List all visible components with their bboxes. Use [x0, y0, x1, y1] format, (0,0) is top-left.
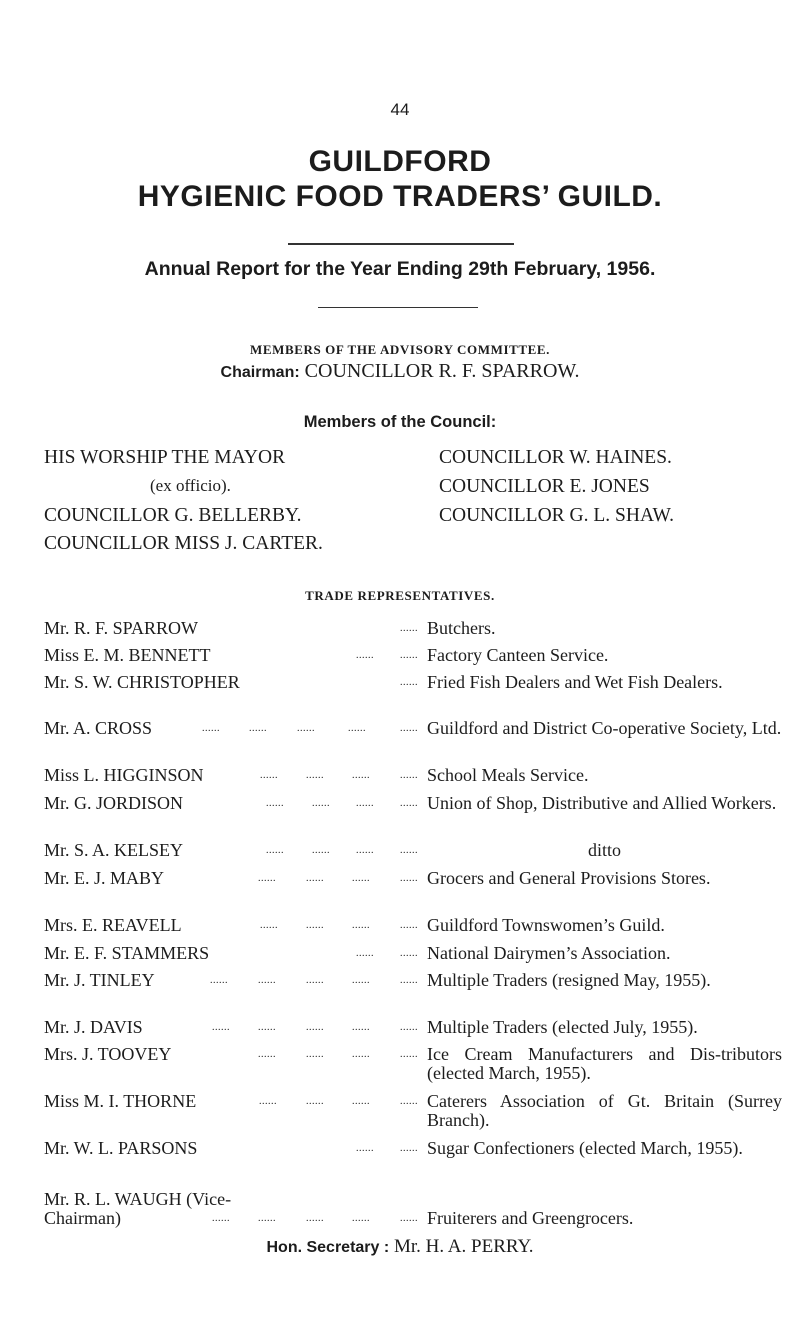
leader-dots: ...... [400, 1096, 418, 1107]
leader-dots: ...... [400, 1022, 418, 1033]
leader-dots: ...... [400, 920, 418, 931]
trade-description: Fried Fish Dealers and Wet Fish Dealers. [427, 672, 723, 692]
title-line-1: GUILDFORD [308, 145, 492, 178]
trade-name: Mr. R. L. WAUGH (Vice- [44, 1189, 232, 1209]
leader-dots: ...... [312, 798, 330, 809]
leader-dots: ...... [348, 723, 366, 734]
secretary-line [0, 1236, 800, 1258]
trade-name: Mr. G. JORDISON [44, 793, 184, 813]
leader-dots: ...... [306, 920, 324, 931]
trade-description: Multiple Traders (resigned May, 1955). [427, 970, 711, 990]
leader-dots: ...... [312, 845, 330, 856]
title-line-2: HYGIENIC FOOD TRADERS’ GUILD. [137, 180, 663, 213]
trade-name: Mr. S. W. CHRISTOPHER [44, 672, 240, 692]
leader-dots: ...... [258, 1022, 276, 1033]
leader-dots: ...... [352, 1049, 370, 1060]
leader-dots: ...... [352, 1022, 370, 1033]
trade-description: Multiple Traders (elected July, 1955). [427, 1017, 698, 1037]
leader-dots: ...... [210, 975, 228, 986]
leader-dots: ...... [259, 1096, 277, 1107]
chairman-name: COUNCILLOR R. F. SPARROW. [304, 360, 580, 382]
leader-dots: ...... [356, 948, 374, 959]
trade-description: Butchers. [427, 618, 496, 638]
trade-description: Guildford and District Co-operative Society, Ltd. [427, 718, 782, 738]
leader-dots: ...... [306, 770, 324, 781]
leader-dots: ...... [400, 623, 418, 634]
leader-dots: ...... [356, 798, 374, 809]
leader-dots: ...... [400, 1213, 418, 1224]
trade-description: Fruiterers and Greengrocers. [427, 1208, 634, 1228]
leader-dots: ...... [400, 1143, 418, 1154]
leader-dots: ...... [258, 1213, 276, 1224]
trade-name: Mr. A. CROSS [44, 718, 153, 738]
council-member-bellerby: COUNCILLOR G. BELLERBY. [44, 505, 302, 526]
leader-dots: ...... [352, 920, 370, 931]
trade-description: ditto [587, 840, 621, 860]
leader-dots: ...... [400, 975, 418, 986]
leader-dots: ...... [400, 948, 418, 959]
secretary-name: Mr. H. A. PERRY. [393, 1236, 534, 1257]
leader-dots: ...... [352, 1213, 370, 1224]
trade-name: Mr. J. DAVIS [44, 1017, 143, 1037]
trade-description: Guildford Townswomen’s Guild. [427, 915, 665, 935]
trade-name: Mrs. E. REAVELL [44, 915, 182, 935]
council-member-haines: COUNCILLOR W. HAINES. [439, 447, 672, 468]
chairman-label: Chairman: [220, 364, 300, 381]
leader-dots: ...... [400, 723, 418, 734]
leader-dots: ...... [400, 650, 418, 661]
trade-name: Mr. R. F. SPARROW [44, 618, 198, 638]
leader-dots: ...... [356, 650, 374, 661]
leader-dots: ...... [266, 798, 284, 809]
council-member-shaw: COUNCILLOR G. L. SHAW. [439, 505, 674, 526]
leader-dots: ...... [212, 1213, 230, 1224]
council-member-jones: COUNCILLOR E. JONES [439, 476, 650, 497]
leader-dots: ...... [400, 677, 418, 688]
leader-dots: ...... [212, 1022, 230, 1033]
leader-dots: ...... [258, 975, 276, 986]
trade-description: Union of Shop, Distributive and Allied Workers. [427, 793, 777, 813]
trade-description: Grocers and General Provisions Stores. [427, 868, 711, 888]
leader-dots: ...... [306, 1022, 324, 1033]
leader-dots: ...... [400, 873, 418, 884]
leader-dots: ...... [258, 873, 276, 884]
leader-dots: ...... [266, 845, 284, 856]
leader-dots: ...... [356, 1143, 374, 1154]
subtitle-divider [318, 307, 478, 308]
leader-dots: ...... [352, 1096, 370, 1107]
leader-dots: ...... [297, 723, 315, 734]
trade-description: Sugar Confectioners (elected March, 1955). [427, 1138, 743, 1158]
council-heading: Members of the Council: [303, 413, 497, 431]
council-member-ex-officio: (ex officio). [150, 476, 231, 495]
trade-name: Miss M. I. THORNE [44, 1091, 197, 1111]
trade-name: Mr. S. A. KELSEY [44, 840, 184, 860]
leader-dots: ...... [249, 723, 267, 734]
leader-dots: ...... [356, 845, 374, 856]
council-member-mayor: HIS WORSHIP THE MAYOR [44, 447, 286, 468]
leader-dots: ...... [202, 723, 220, 734]
trade-name: Mr. E. F. STAMMERS [44, 943, 210, 963]
title-divider [288, 243, 514, 245]
trade-description: School Meals Service. [427, 765, 589, 785]
leader-dots: ...... [306, 1096, 324, 1107]
trade-name-continued: Chairman) [44, 1208, 121, 1228]
leader-dots: ...... [306, 975, 324, 986]
leader-dots: ...... [306, 1213, 324, 1224]
page-number: 44 [390, 100, 410, 119]
trade-description: Caterers Association of Gt. Britain (Surrey Branch). [427, 1091, 782, 1130]
leader-dots: ...... [400, 845, 418, 856]
trade-representatives-heading: TRADE REPRESENTATIVES. [305, 588, 495, 603]
trade-name: Miss E. M. BENNETT [44, 645, 211, 665]
trade-name: Mr. J. TINLEY [44, 970, 155, 990]
leader-dots: ...... [260, 770, 278, 781]
trade-name: Miss L. HIGGINSON [44, 765, 204, 785]
trade-name: Mr. E. J. MABY [44, 868, 165, 888]
leader-dots: ...... [352, 873, 370, 884]
leader-dots: ...... [306, 1049, 324, 1060]
leader-dots: ...... [352, 975, 370, 986]
advisory-committee-heading: MEMBERS OF THE ADVISORY COMMITTEE. [249, 342, 551, 357]
report-subtitle: Annual Report for the Year Ending 29th February, 1956. [144, 258, 656, 280]
leader-dots: ...... [400, 770, 418, 781]
trade-name: Mr. W. L. PARSONS [44, 1138, 198, 1158]
trade-description: Factory Canteen Service. [427, 645, 609, 665]
leader-dots: ...... [400, 798, 418, 809]
trade-description: Ice Cream Manufacturers and Dis-tributors (elected March, 1955). [427, 1044, 782, 1083]
leader-dots: ...... [260, 920, 278, 931]
leader-dots: ...... [352, 770, 370, 781]
trade-description: National Dairymen’s Association. [427, 943, 671, 963]
trade-name: Mrs. J. TOOVEY [44, 1044, 172, 1064]
leader-dots: ...... [306, 873, 324, 884]
secretary-label: Hon. Secretary : [266, 1239, 390, 1256]
council-member-carter: COUNCILLOR MISS J. CARTER. [44, 533, 323, 554]
chairman-line [0, 360, 800, 383]
leader-dots: ...... [258, 1049, 276, 1060]
leader-dots: ...... [400, 1049, 418, 1060]
